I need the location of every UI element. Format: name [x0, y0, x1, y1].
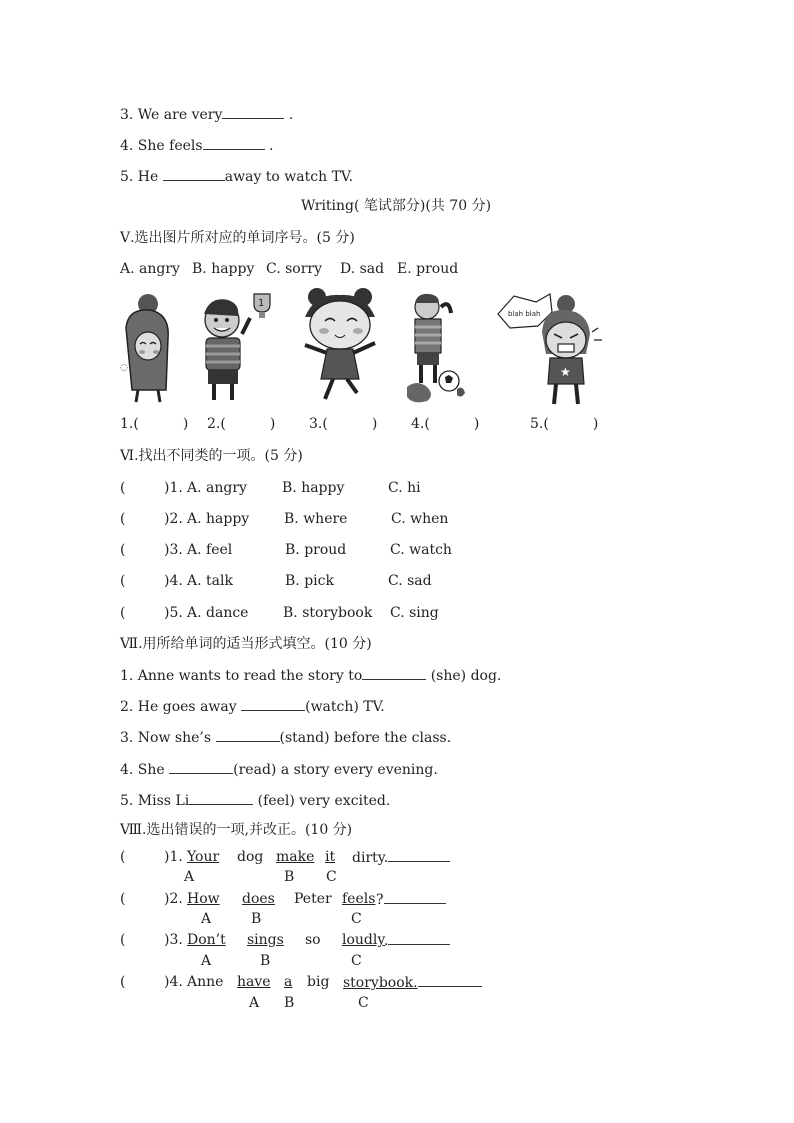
odd-one-out-item-2 [120, 511, 520, 527]
answer-blank[interactable] [216, 729, 280, 742]
error-letters-2 [120, 911, 520, 927]
question-3-text: 3. We are very [120, 107, 223, 123]
letter-b: B [284, 995, 295, 1011]
slot-close: ) [269, 416, 276, 432]
word: so [305, 932, 321, 948]
item-number: )3. [164, 542, 183, 558]
answer-paren[interactable]: ( [120, 605, 126, 621]
answer-paren[interactable]: ( [120, 511, 126, 527]
option-c: C. sorry [266, 261, 323, 277]
choice-c: C. sing [390, 605, 439, 621]
angry-girl-image [494, 292, 606, 406]
slot-label: 1.( [120, 416, 139, 432]
error-item-1 [120, 849, 520, 865]
fill-text: 5. Miss Li [120, 793, 190, 809]
answer-paren[interactable]: ( [120, 542, 126, 558]
question-5-text: 5. He [120, 169, 163, 185]
answer-slot-3[interactable] [309, 416, 377, 432]
answer-blank[interactable] [163, 168, 225, 181]
answer-blank[interactable] [241, 698, 305, 711]
letter-b: B [260, 953, 271, 969]
option-b: B. happy [192, 261, 255, 277]
answer-blank[interactable] [418, 974, 482, 987]
fill-text-end: (read) a story every evening. [233, 762, 438, 778]
item-number: )3. [164, 932, 183, 948]
svg-text:◌: ◌ [120, 363, 128, 373]
answer-blank[interactable] [203, 137, 265, 150]
choice-a: A. angry [187, 480, 247, 496]
word-c: feels [342, 891, 376, 907]
fill-item-2 [120, 698, 385, 715]
choice-b: B. where [284, 511, 348, 527]
answer-paren[interactable]: ( [120, 849, 126, 865]
word-b: a [284, 974, 293, 990]
section-6-title: Ⅵ.找出不同类的一项。(5 分) [120, 448, 303, 464]
error-letters-1 [120, 869, 520, 885]
odd-one-out-item-1 [120, 480, 520, 496]
option-a: A. angry [120, 261, 180, 277]
answer-paren[interactable]: ( [120, 932, 126, 948]
answer-blank[interactable] [169, 761, 233, 774]
item-number: )1. [164, 849, 183, 865]
slot-label: 3.( [309, 416, 328, 432]
fill-text: 4. She [120, 762, 170, 778]
answer-paren[interactable]: ( [120, 891, 126, 907]
choice-a: A. happy [187, 511, 250, 527]
answer-slot-5[interactable] [530, 416, 598, 432]
choice-c: C. sad [388, 573, 432, 589]
word-a: Don’t [187, 932, 226, 948]
fill-text-end: (stand) before the class. [279, 730, 452, 746]
word-b: sings [247, 932, 284, 948]
answer-slot-2[interactable] [207, 416, 275, 432]
letter-a: A [184, 869, 195, 885]
sentence-end: . [384, 932, 450, 949]
option-d: D. sad [340, 261, 385, 277]
writing-header: Writing( 笔试部分)(共 70 分) [301, 198, 492, 214]
choice-b: B. happy [282, 480, 345, 496]
item-number: )2. [164, 891, 183, 907]
answer-paren[interactable]: ( [120, 480, 126, 496]
choice-c: C. watch [390, 542, 452, 558]
error-item-3 [120, 932, 520, 948]
answer-slot-1[interactable] [120, 416, 188, 432]
error-letters-3 [120, 953, 520, 969]
fill-text: 2. He goes away [120, 699, 242, 715]
slot-label: 2.( [207, 416, 226, 432]
fill-item-5 [120, 792, 390, 809]
fill-text: 3. Now she’s [120, 730, 216, 746]
word-a: How [187, 891, 220, 907]
odd-one-out-item-3 [120, 542, 520, 558]
option-e: E. proud [397, 261, 459, 277]
fill-text-end: (watch) TV. [305, 699, 385, 715]
odd-one-out-item-4 [120, 573, 520, 589]
slot-label: 5.( [530, 416, 549, 432]
error-item-4 [120, 974, 520, 990]
slot-label: 4.( [411, 416, 430, 432]
word: big [307, 974, 330, 990]
letter-c: C [351, 911, 362, 927]
word-b: does [242, 891, 275, 907]
letter-a: A [201, 953, 212, 969]
sentence-end [343, 974, 482, 991]
slot-close: ) [592, 416, 599, 432]
answer-row [120, 416, 640, 432]
proud-boy-image [194, 288, 274, 406]
answer-paren[interactable]: ( [120, 573, 126, 589]
error-item-2 [120, 891, 520, 907]
item-number: )1. [164, 480, 183, 496]
answer-blank[interactable] [222, 106, 284, 119]
question-5 [120, 168, 353, 185]
odd-one-out-item-5 [120, 605, 520, 621]
answer-paren[interactable]: ( [120, 974, 126, 990]
word: dog [237, 849, 264, 865]
word-c: loudly [342, 932, 386, 948]
choice-b: B. proud [285, 542, 347, 558]
item-number: )5. [164, 605, 183, 621]
word-b: make [276, 849, 315, 865]
fill-item-1 [120, 667, 501, 684]
question-5-end: away to watch TV. [224, 169, 354, 185]
choice-a: A. dance [187, 605, 249, 621]
sad-boy-image [403, 289, 465, 405]
letter-c: C [351, 953, 362, 969]
fill-item-4 [120, 761, 438, 778]
sentence-end: ? [376, 891, 446, 908]
section-5-title: Ⅴ.选出图片所对应的单词序号。(5 分) [120, 230, 355, 246]
slot-close: ) [473, 416, 480, 432]
word: Peter [294, 891, 332, 907]
choice-c: C. hi [388, 480, 421, 496]
sentence-end: dirty. [352, 849, 450, 866]
choice-b: B. pick [285, 573, 334, 589]
answer-blank[interactable] [388, 932, 450, 945]
letter-a: A [201, 911, 212, 927]
sorry-girl-image [118, 290, 180, 405]
item-number: )4. [164, 573, 183, 589]
svg-text:1: 1 [258, 298, 265, 309]
section-8-title: Ⅷ.选出错误的一项,并改正。(10 分) [120, 822, 353, 838]
choice-a: A. feel [187, 542, 233, 558]
letter-c: C [358, 995, 369, 1011]
answer-slot-4[interactable] [411, 416, 479, 432]
slot-close: ) [371, 416, 378, 432]
question-3-end: . [284, 107, 294, 123]
word-c: it [325, 849, 336, 865]
question-4-text: 4. She feels [120, 138, 203, 154]
answer-blank[interactable] [384, 891, 446, 904]
speech-bubble-text: blah blah [508, 310, 541, 318]
letter-b: B [284, 869, 295, 885]
letter-a: A [249, 995, 260, 1011]
svg-text:★: ★ [560, 365, 571, 379]
answer-blank[interactable] [189, 792, 253, 805]
item-number: )2. [164, 511, 183, 527]
choice-b: B. storybook [283, 605, 373, 621]
letter-c: C [326, 869, 337, 885]
word-a: have [237, 974, 271, 990]
fill-text: 1. Anne wants to read the story to [120, 668, 363, 684]
letter-b: B [251, 911, 262, 927]
slot-close: ) [182, 416, 189, 432]
word: Anne [187, 974, 224, 990]
question-4 [120, 137, 273, 154]
question-4-end: . [264, 138, 274, 154]
answer-blank[interactable] [362, 667, 426, 680]
section-7-title: Ⅶ.用所给单词的适当形式填空。(10 分) [120, 636, 372, 652]
choice-c: C. when [391, 511, 449, 527]
question-3 [120, 106, 293, 123]
fill-text-end: (feel) very excited. [253, 793, 391, 809]
word-c: storybook. [343, 975, 418, 991]
answer-blank[interactable] [388, 849, 450, 862]
error-letters-4 [120, 995, 520, 1011]
fill-item-3 [120, 729, 451, 746]
happy-girl-image [295, 287, 385, 407]
choice-a: A. talk [187, 573, 233, 589]
item-number: )4. [164, 974, 183, 990]
word-a: Your [187, 849, 220, 865]
fill-text-end: (she) dog. [426, 668, 502, 684]
